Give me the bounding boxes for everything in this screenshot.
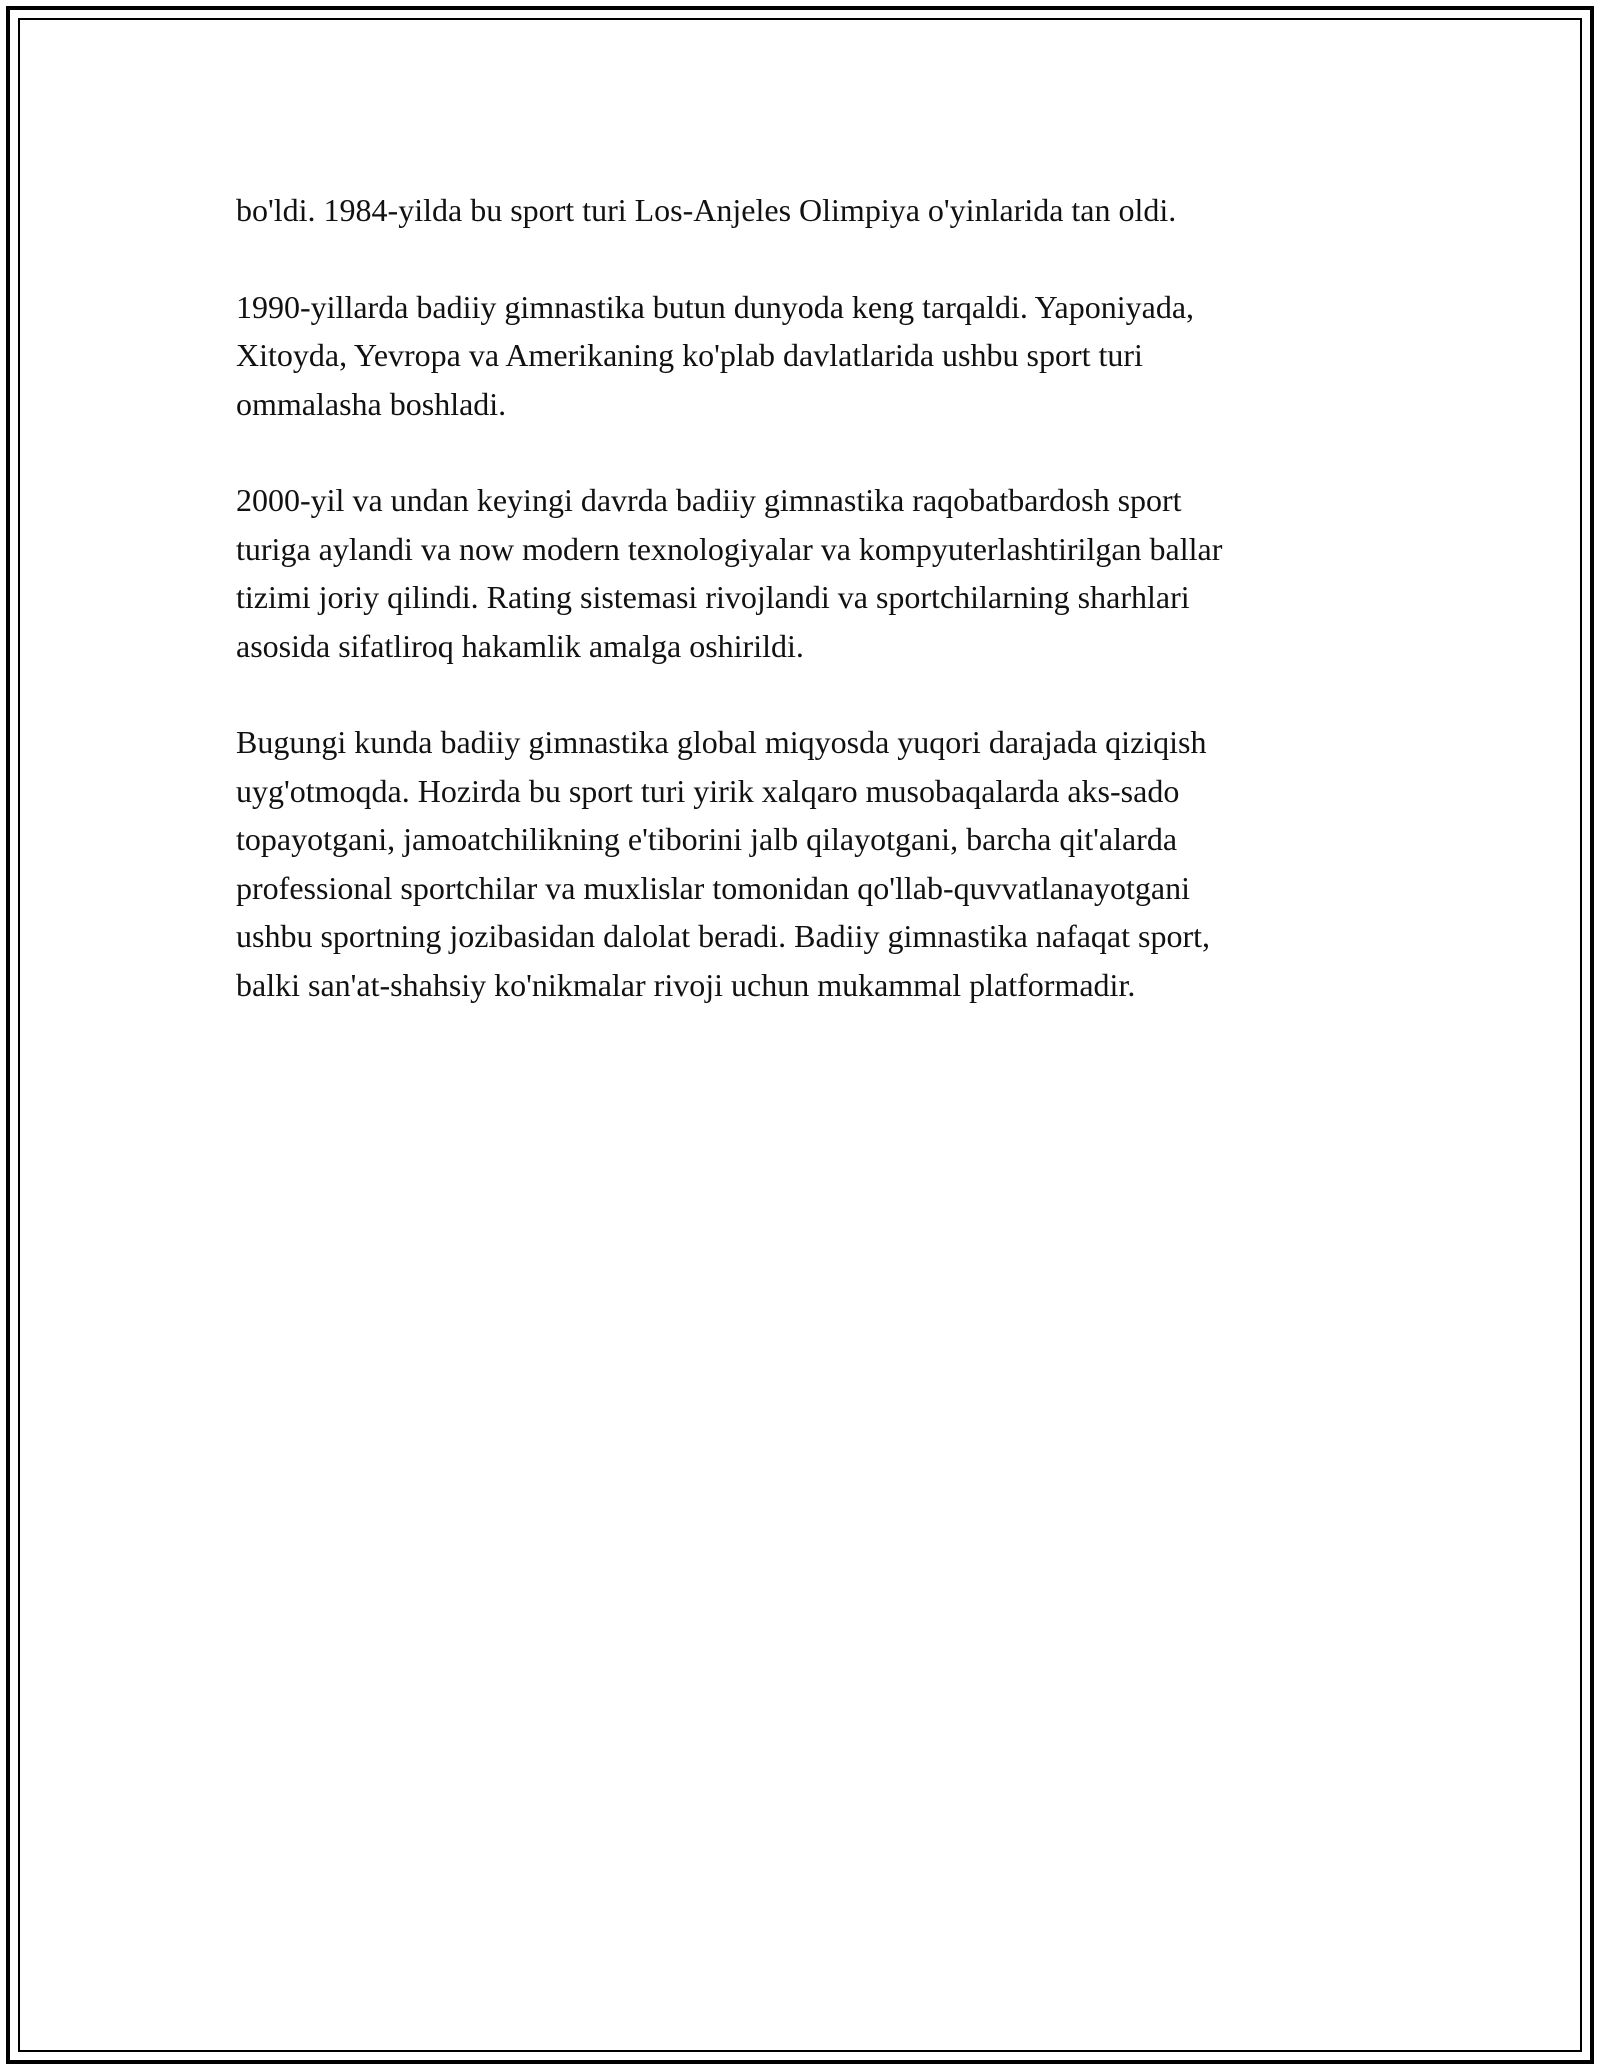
text-line: 1990-yillarda badiiy gimnastika butun dunyoda keng tarqaldi. Yaponiyada, — [236, 288, 1195, 325]
paragraph-1 — [236, 186, 1396, 235]
text-line: professional sportchilar va muxlislar tomonidan qo'llab-quvvatlanayotgani — [236, 869, 1190, 906]
text-line: ushbu sportning jozibasidan dalolat beradi. Badiiy gimnastika nafaqat sport, — [236, 918, 1211, 954]
text-line: turiga aylandi va now modern texnologiyalar va kompyuterlashtirilgan ballar — [236, 530, 1223, 567]
text-line: Bugungi kunda badiiy gimnastika global miqyosda yuqori darajada qiziqish — [236, 724, 1207, 760]
text-line: topayotgani, jamoatchilikning e'tiborini jalb qilayotgani, barcha qit'alarda — [236, 821, 1178, 857]
text-line: bo'ldi. 1984-yilda bu sport turi Los-Anjeles Olimpiya o'yinlarida tan oldi. — [236, 192, 1177, 228]
text-line: Xitoyda, Yevropa va Amerikaning ko'plab davlatlarida ushbu sport turi — [236, 337, 1143, 373]
text-line: ommalasha boshladi. — [236, 385, 507, 422]
text-line: tizimi joriy qilindi. Rating sistemasi rivojlandi va sportchilarning sharhlari — [236, 579, 1190, 615]
text-line: asosida sifatliroq hakamlik amalga oshirildi. — [236, 627, 804, 664]
text-line: uyg'otmoqda. Hozirda bu sport turi yirik xalqaro musobaqalarda aks-sado — [236, 772, 1180, 809]
paragraph-4 — [236, 718, 1396, 1009]
paragraph-2 — [236, 283, 1396, 429]
text-line: balki san'at-shahsiy ko'nikmalar rivoji uchun mukammal platformadir. — [236, 966, 1136, 1003]
text-line: 2000-yil va undan keyingi davrda badiiy gimnastika raqobatbardosh sport — [236, 482, 1182, 518]
document-body — [236, 186, 1396, 1057]
paragraph-3 — [236, 476, 1396, 670]
